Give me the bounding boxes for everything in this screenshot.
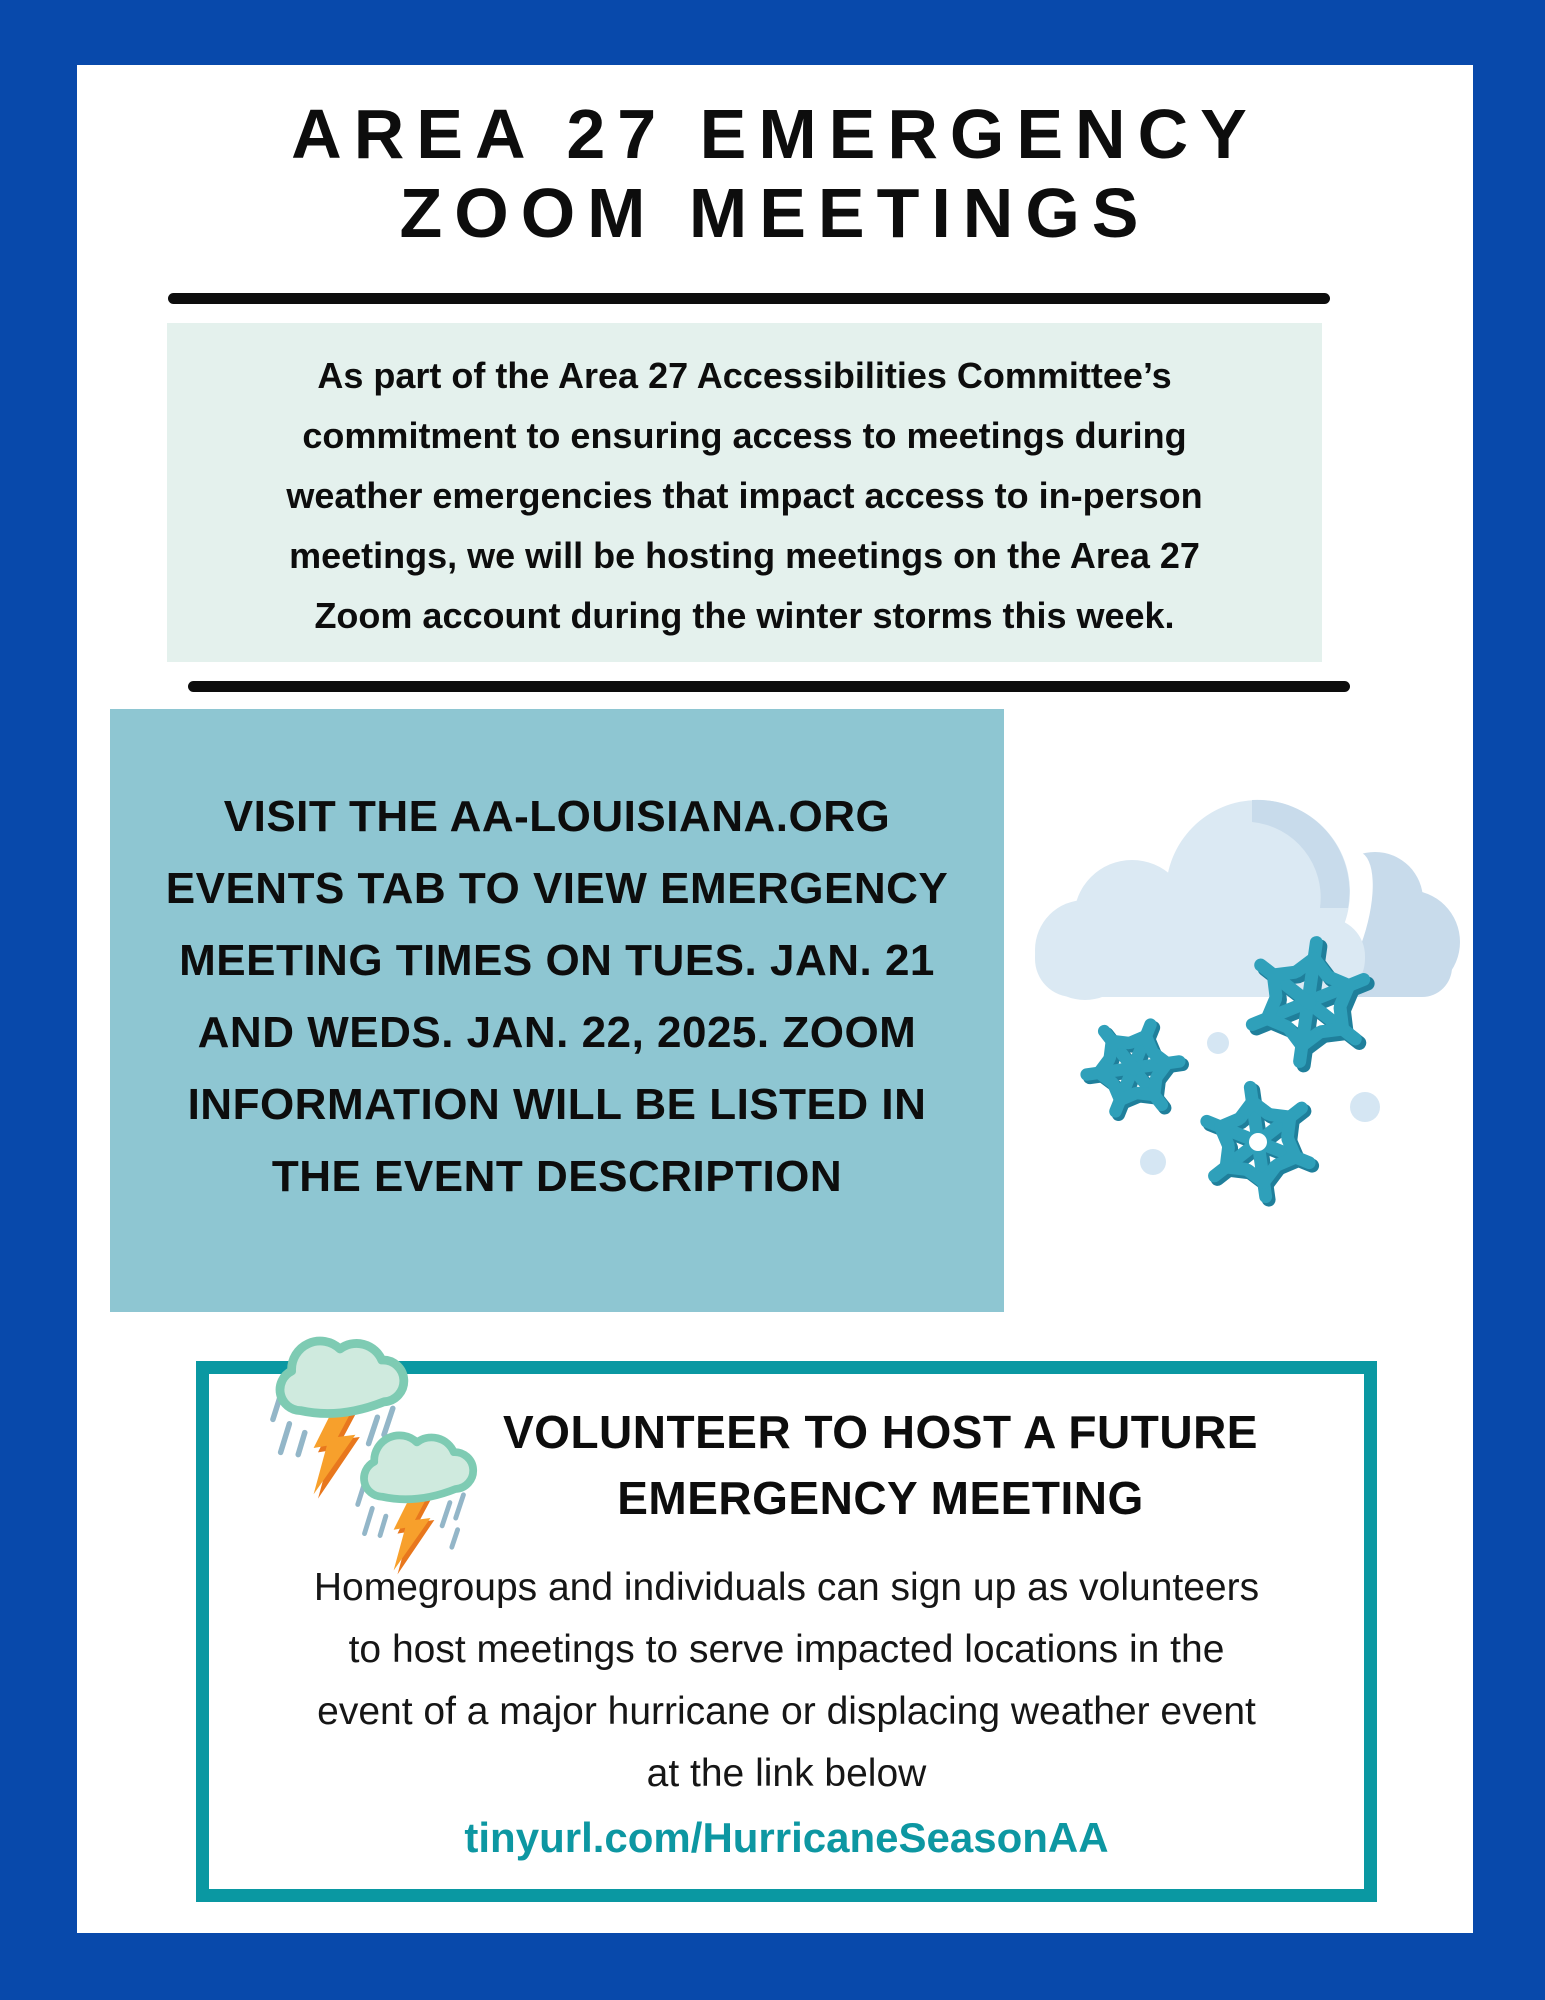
snow-dot-icon [1140, 1149, 1166, 1175]
events-line: EVENTS TAB TO VIEW EMERGENCY [165, 864, 949, 913]
events-line: AND WEDS. JAN. 22, 2025. ZOOM [197, 1008, 917, 1057]
events-panel [110, 709, 1004, 1312]
poster-sheet [77, 65, 1473, 1933]
snow-dot-icon [1350, 1092, 1380, 1122]
storm-icons [249, 1327, 579, 1607]
volunteer-heading-line-2: EMERGENCY MEETING [617, 1472, 1144, 1524]
intro-line: Zoom account during the winter storms this week. [314, 595, 1175, 636]
events-line: INFORMATION WILL BE LISTED IN [187, 1080, 927, 1129]
volunteer-body-line: event of a major hurricane or displacing weather event [317, 1690, 1256, 1733]
events-line: VISIT THE AA-LOUISIANA.ORG [223, 792, 891, 841]
page-title [77, 95, 1473, 253]
snowflake-icon [1196, 1080, 1323, 1208]
volunteer-link[interactable]: tinyurl.com/HurricaneSeasonAA [464, 1814, 1109, 1861]
events-line: MEETING TIMES ON TUES. JAN. 21 [179, 936, 935, 985]
intro-line: weather emergencies that impact access to in-person [286, 475, 1203, 516]
snow-dot-icon [1207, 1032, 1229, 1054]
volunteer-body-line: to host meetings to serve impacted locations in the [348, 1628, 1225, 1671]
intro-line: commitment to ensuring access to meetings during [302, 415, 1187, 456]
events-line: THE EVENT DESCRIPTION [271, 1152, 843, 1201]
storm-cloud-lightning-icon [358, 1435, 473, 1574]
volunteer-heading-line-1: VOLUNTEER TO HOST A FUTURE [503, 1406, 1258, 1458]
title-line-2: ZOOM MEETINGS [399, 174, 1151, 252]
divider-middle [188, 681, 1350, 692]
volunteer-body-line: at the link below [646, 1752, 927, 1795]
divider-top [168, 293, 1330, 304]
intro-panel [167, 323, 1322, 662]
intro-line: As part of the Area 27 Accessibilities Committee’s [317, 355, 1172, 396]
volunteer-body-line: Homegroups and individuals can sign up as volunteers [313, 1566, 1260, 1609]
title-line-1: AREA 27 EMERGENCY [291, 95, 1259, 173]
intro-line: meetings, we will be hosting meetings on the Area 27 [289, 535, 1200, 576]
snow-cloud-illustration [990, 790, 1490, 1290]
snowflake-icon [1072, 1007, 1196, 1132]
